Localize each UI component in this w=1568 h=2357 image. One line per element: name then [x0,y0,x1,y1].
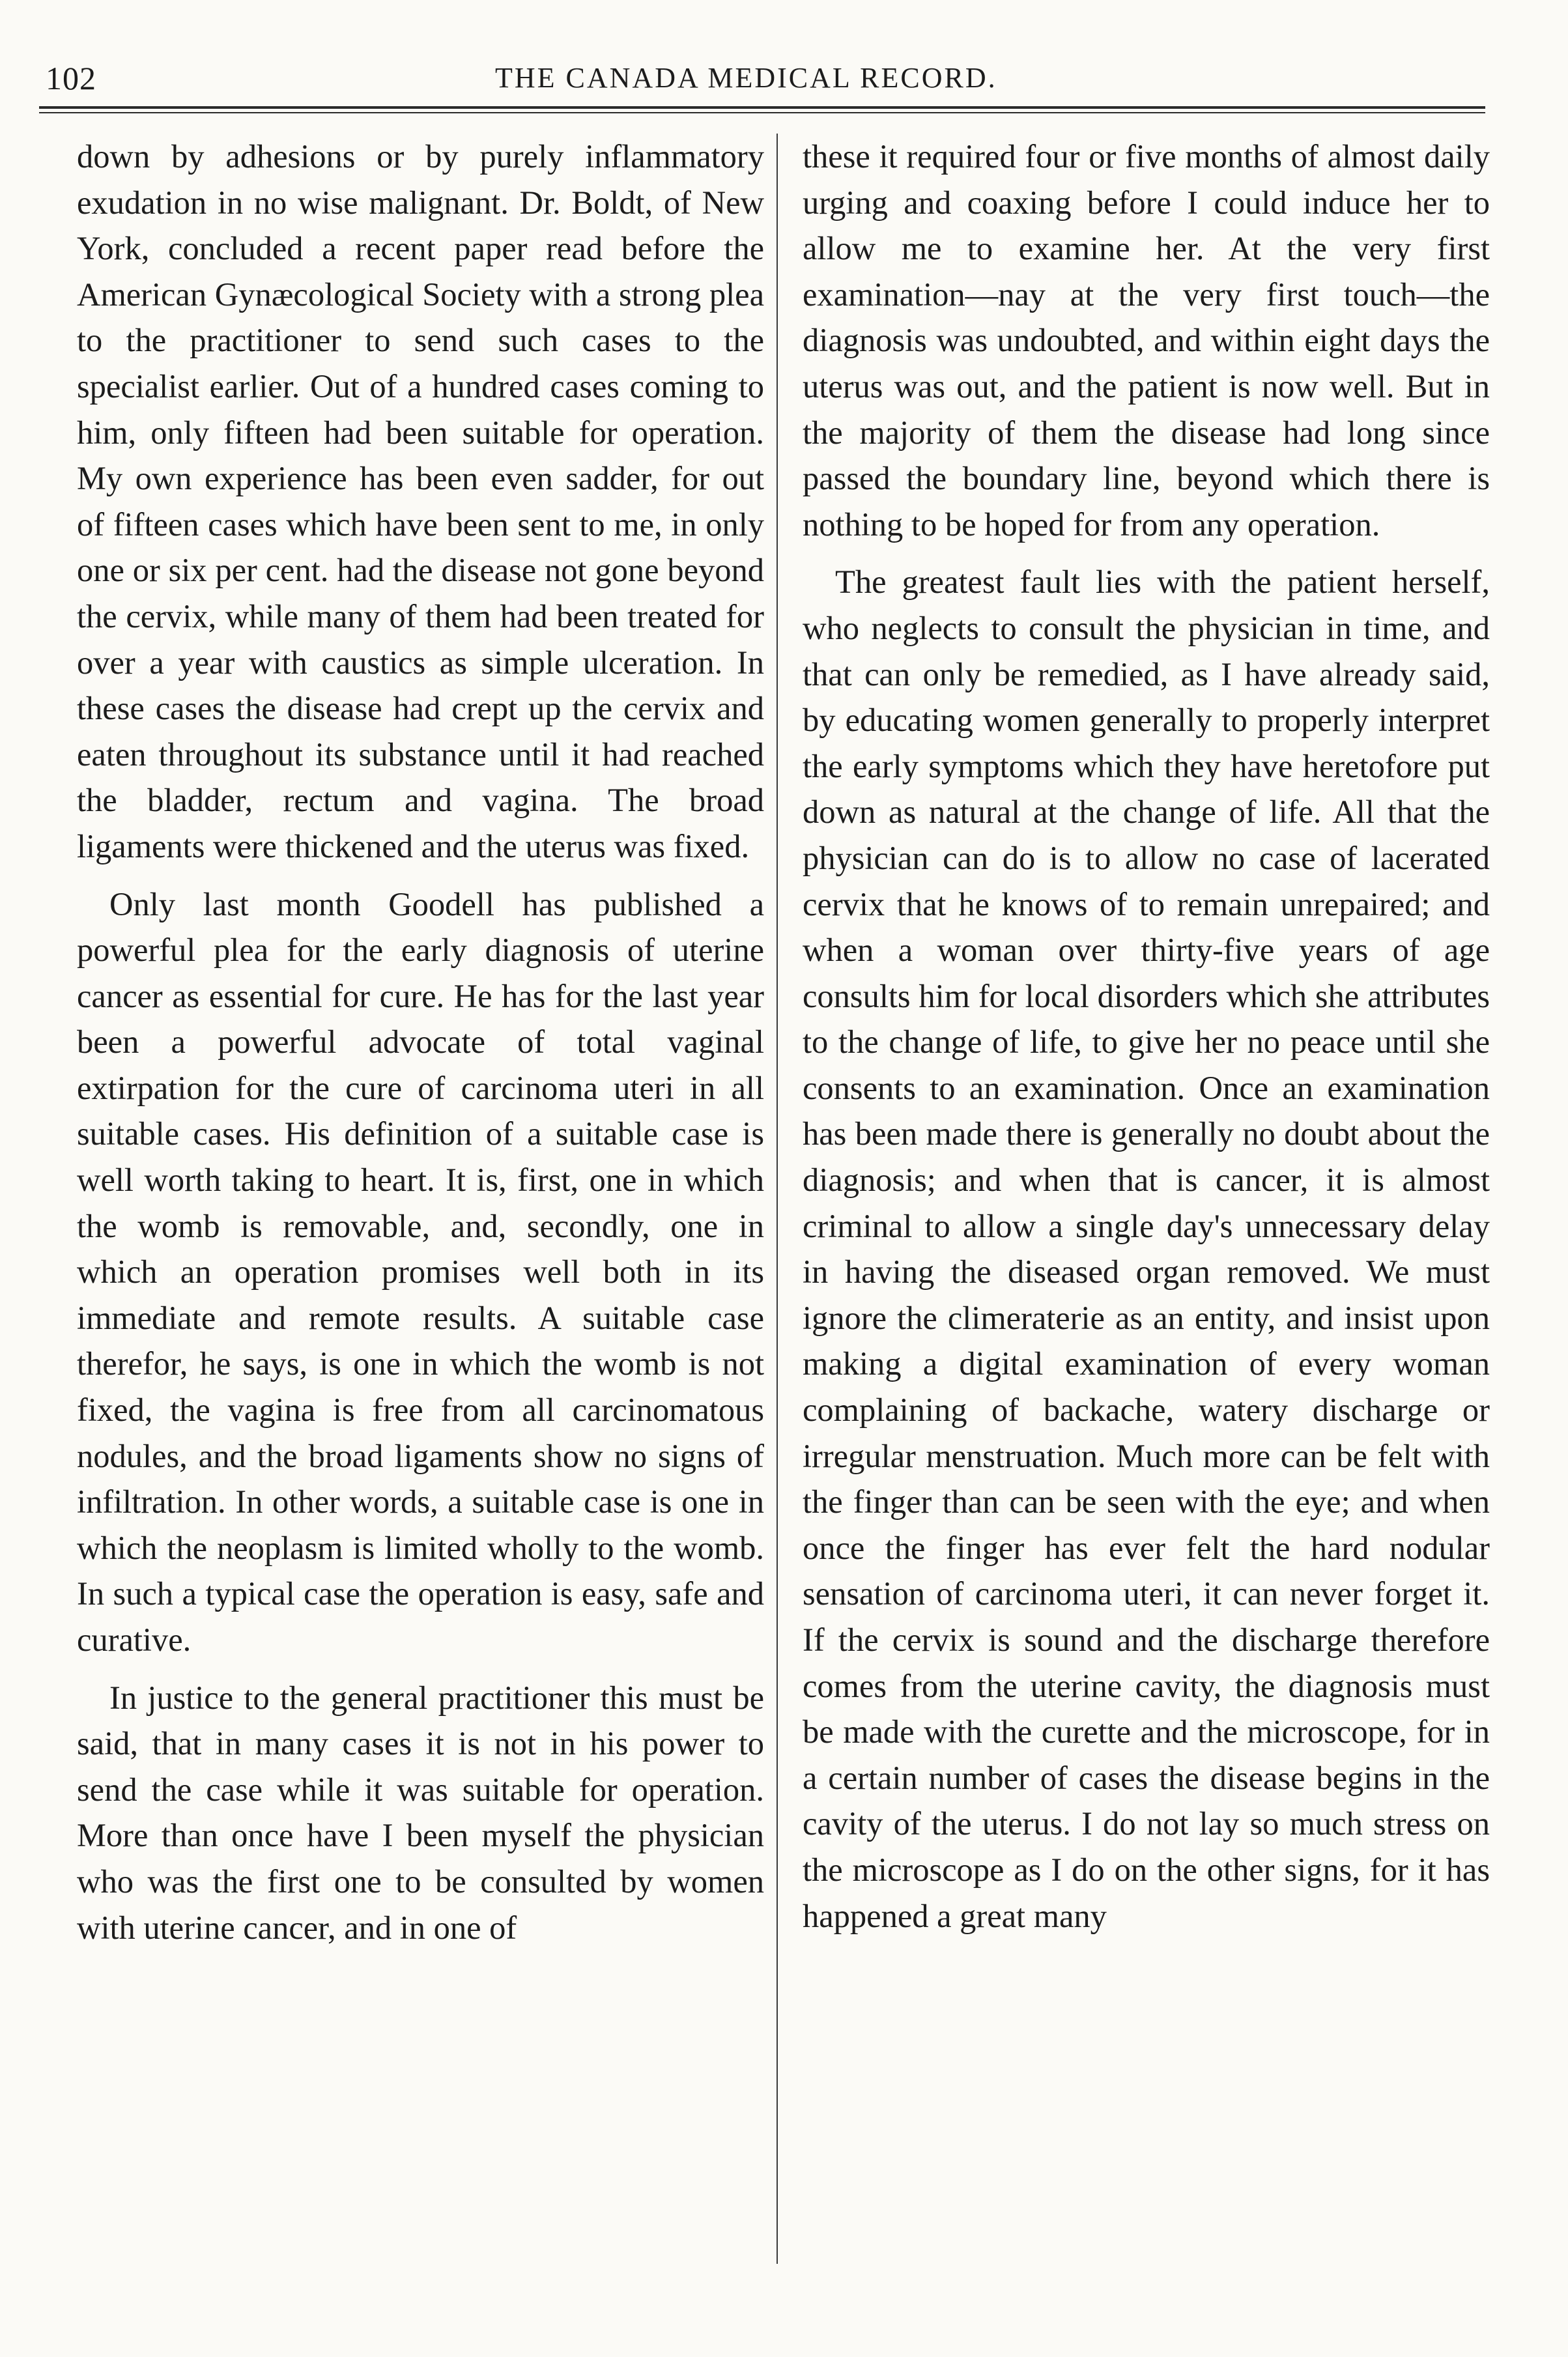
paragraph: In justice to the general practitioner this must be said, that in many cases it is not in his power to send the case while it was suitable for operation. More than once have I been myself the physician who was the first one to be consulted by women with uterine cancer, and in one of [77,1679,764,1946]
paragraph: Only last month Goodell has published a powerful plea for the early diagnosis of uterine cancer as essential for cure. He has for the last year been a powerful advocate of total vaginal extirpation for the cure of carcinoma uteri in all suitable cases. His definition of a suitable case is well worth taking to heart. It is, first, one in which the womb is removable, and, secondly, one in which an operation promises well both in its immediate and remote results. A suitable case therefor, he says, is one in which the womb is not fixed, the vagina is free from all carcinomatous nodules, and the broad ligaments show no signs of infiltration. In other words, a suitable case is one in which the neoplasm is limited wholly to the womb. In such a typical case the operation is easy, safe and curative. [77,885,764,1658]
page-header [39,52,1485,104]
header-rule-thin [39,112,1485,113]
left-column [77,134,764,1962]
paragraph: The greatest fault lies with the patient herself, who neglects to consult the physician in time, and that can only be remedied, as I have already said, by educating women generally to properly interpret the early symptoms which they have heretofore put down as natural at the change of life. All that the physician can do is to allow no case of lacerated cervix that he knows of to remain unrepaired; and when a woman over thirty-five years of age consults him for local disorders which she attributes to the change of life, to give her no peace until she consents to an examination. Once an examination has been made there is generally no doubt about the diagnosis; and when that is cancer, it is almost criminal to allow a single day's unnecessary delay in having the diseased organ removed. We must ignore the climeraterie as an entity, and insist upon making a digital examination of every woman complaining of backache, watery discharge or irregular menstruation. Much more can be felt with the finger than can be seen with the eye; and when once the finger has ever felt the hard nodular sensation of carcinoma uteri, it can never forget it. If the cervix is sound and the discharge therefore comes from the uterine cavity, the diagnosis must be made with the curette and the microscope, for in a certain number of cases the disease begins in the cavity of the uterus. I do not lay so much stress on the microscope as I do on the other signs, for it has happened a great many [803,564,1490,1934]
page-number: 102 [46,60,96,96]
paragraph: these it required four or five months of almost daily urging and coaxing before I could induce her to allow me to examine her. At the very first examination—nay at the very first touch—the diagnosis was undoubted, and within eight days the uterus was out, and the patient is now well. But in the majority of them the disease had long since passed the boundary line, beyond which there is nothing to be hoped for from any operation. [803,138,1490,543]
right-column [803,134,1490,1950]
running-title: THE CANADA MEDICAL RECORD. [495,62,997,94]
paragraph: down by adhesions or by purely inflammatory exudation in no wise malignant. Dr. Boldt, of New York, concluded a recent paper read before the American Gynæcological Society with a strong plea to the practitioner to send such cases to the specialist earlier. Out of a hundred cases coming to him, only fifteen had been suitable for operation. My own experience has been even sadder, for out of fifteen cases which have been sent to me, in only one or six per cent. had the disease not gone beyond the cervix, while many of them had been treated for over a year with caustics as simple ulceration. In these cases the disease had crept up the cervix and eaten throughout its substance until it had reached the bladder, rectum and vagina. The broad ligaments were thickened and the uterus was fixed. [77,138,764,864]
header-rule-thick [39,106,1485,109]
column-divider [777,134,778,2264]
